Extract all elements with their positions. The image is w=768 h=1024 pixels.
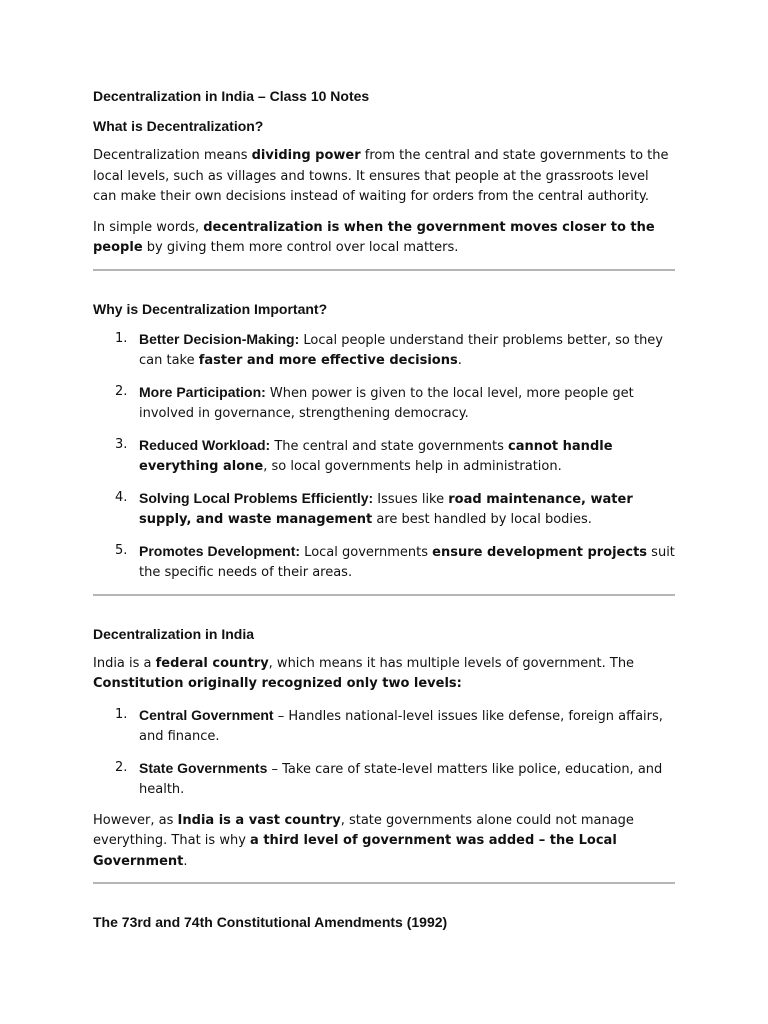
horizontal-rule xyxy=(93,882,675,884)
list-item: 3. Reduced Workload: The central and state governments cannot handle everything alone, so local governments help in administration. xyxy=(115,436,613,474)
section-heading-india: Decentralization in India xyxy=(93,625,255,642)
document-page xyxy=(93,86,675,942)
document-title: Decentralization in India – Class 10 Notes xyxy=(93,88,370,104)
horizontal-rule xyxy=(93,269,675,271)
list-item: 4. Solving Local Problems Efficiently: Issues like road maintenance, water supply, and waste management are best handled by local bodies. xyxy=(115,489,633,527)
list-item: 1. Better Decision-Making: Local people understand their problems better, so they can take faster and more effective decisions. xyxy=(115,330,663,368)
importance-list xyxy=(93,329,675,584)
list-item: 5. Promotes Development: Local governments ensure development projects suit the specific needs of their areas. xyxy=(115,542,675,580)
paragraph-definition: Decentralization means dividing power from the central and state governments to the local levels, such as villages and towns. It ensures that people at the grassroots level can make their own decisions instead of waiting for orders from the central authority. xyxy=(93,148,669,204)
section-heading-what: What is Decentralization? xyxy=(93,118,264,134)
paragraph-third-level: However, as India is a vast country, state governments alone could not manage everything. That is why a third level of government was added – the Local Government. xyxy=(93,812,634,869)
list-item: 2. State Governments – Take care of state-level matters like police, education, and health. xyxy=(115,759,663,797)
list-item: 1. Central Government – Handles national-level issues like defense, foreign affairs, and finance. xyxy=(115,706,663,744)
section-heading-why: Why is Decentralization Important? xyxy=(93,300,328,317)
horizontal-rule xyxy=(93,594,675,596)
levels-list xyxy=(93,705,675,801)
paragraph-simple-words: In simple words, decentralization is when the government moves closer to the people by giving them more control over local matters. xyxy=(93,219,655,255)
list-item: 2. More Participation: When power is given to the local level, more people get involved in governance, strengthening democracy. xyxy=(115,383,634,421)
paragraph-federal: India is a federal country, which means it has multiple levels of government. The Constitution originally recognized only two levels: xyxy=(93,655,635,691)
section-heading-amendments: The 73rd and 74th Constitutional Amendments (1992) xyxy=(93,914,448,930)
